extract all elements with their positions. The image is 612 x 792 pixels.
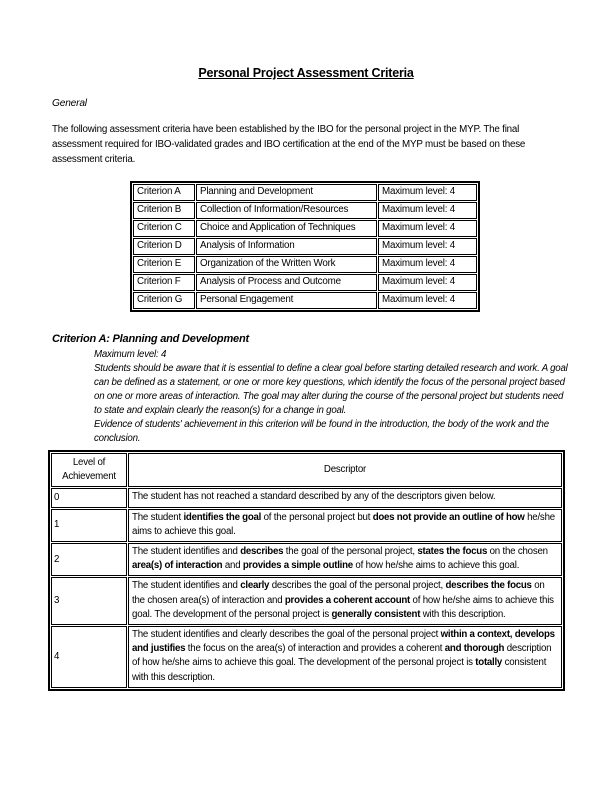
descriptor-text: on the chosen area(s) of interaction and: [132, 580, 545, 606]
criterion-name-cell: Collection of Information/Resources: [196, 202, 377, 219]
rubric-level-cell: 1: [51, 509, 127, 542]
descriptor-text: The student has not reached a standard described by any of the descriptors given below.: [132, 491, 496, 503]
descriptor-text: the goal of the personal project,: [283, 546, 418, 558]
rubric-table-header: [51, 453, 562, 487]
criteria-row: [133, 256, 477, 273]
rubric-row: [51, 509, 562, 542]
rubric-row: [51, 626, 562, 688]
criterion-max-level-cell: Maximum level: 4: [378, 220, 477, 237]
criteria-row: [133, 220, 477, 237]
criterion-a-max-level: Maximum level: 4: [94, 349, 167, 360]
criterion-max-level-cell: Maximum level: 4: [378, 256, 477, 273]
descriptor-bold-text: describes: [240, 546, 284, 558]
descriptor-text: on the chosen: [487, 546, 548, 558]
rubric-level-cell: 2: [51, 543, 127, 576]
descriptor-text: of how he/she aims to achieve this goal. The development of the personal project is: [132, 594, 554, 620]
page-title: Personal Project Assessment Criteria: [198, 66, 414, 80]
rubric-descriptor-cell: [128, 577, 562, 625]
descriptor-text: and: [222, 560, 243, 572]
rubric-table: [48, 450, 565, 691]
criterion-name-cell: Organization of the Written Work: [196, 256, 377, 273]
criterion-name-cell: Planning and Development: [196, 184, 377, 201]
criterion-a-paragraph-2: Evidence of students' achievement in this criterion will be found in the introduction, the body of the work and the conclusion.: [94, 419, 549, 444]
criterion-name-cell: Choice and Application of Techniques: [196, 220, 377, 237]
rubric-level-cell: 4: [51, 626, 127, 688]
descriptor-text: he/she aims to achieve this goal.: [132, 511, 555, 537]
descriptor-bold-text: provides a coherent account: [284, 594, 411, 606]
descriptor-bold-text: states the focus: [417, 546, 488, 558]
criterion-max-level-cell: Maximum level: 4: [378, 274, 477, 291]
criterion-label-cell: Criterion G: [133, 292, 195, 309]
rubric-header-row: [51, 453, 562, 487]
rubric-descriptor-cell: [128, 543, 562, 576]
descriptor-text: the focus on the area(s) of interaction and provides a coherent: [185, 643, 445, 655]
descriptor-bold-text: generally consistent: [331, 608, 421, 620]
descriptor-text: The student identifies and clearly describes the goal of the personal project: [132, 629, 441, 641]
descriptor-bold-text: clearly: [240, 580, 270, 592]
descriptor-text: consistent with this description.: [132, 657, 547, 683]
rubric-row: [51, 488, 562, 507]
criteria-row: [133, 292, 477, 309]
criteria-row: [133, 274, 477, 291]
descriptor-bold-text: describes the focus: [445, 580, 532, 592]
criteria-summary-table: [130, 181, 480, 312]
criterion-label-cell: Criterion E: [133, 256, 195, 273]
criterion-a-paragraph-1: Students should be aware that it is essential to define a clear goal before starting detailed research and work. A goal can be defined as a statement, or one or more key questions, which identify the focus of the personal project based on one or more areas of interaction. The goal may alter during the course of the personal project but students need to state and explain clearly the reason(s) for a change in goal.: [94, 363, 568, 416]
criterion-label-cell: Criterion F: [133, 274, 195, 291]
descriptor-text: description of how he/she aims to achieve this goal. The development of the personal project is: [132, 643, 552, 669]
rubric-descriptor-cell: [128, 626, 562, 688]
rubric-row: [51, 577, 562, 625]
criterion-name-cell: Personal Engagement: [196, 292, 377, 309]
descriptor-bold-text: area(s) of interaction: [132, 560, 223, 572]
criterion-label-cell: Criterion B: [133, 202, 195, 219]
rubric-level-cell: 3: [51, 577, 127, 625]
rubric-descriptor-cell: [128, 488, 562, 507]
criteria-row: [133, 238, 477, 255]
descriptor-bold-text: and thorough: [444, 643, 505, 655]
criterion-label-cell: Criterion A: [133, 184, 195, 201]
rubric-header-level: Level of Achievement: [51, 453, 127, 487]
criterion-name-cell: Analysis of Process and Outcome: [196, 274, 377, 291]
criterion-max-level-cell: Maximum level: 4: [378, 292, 477, 309]
rubric-row: [51, 543, 562, 576]
criterion-max-level-cell: Maximum level: 4: [378, 184, 477, 201]
descriptor-bold-text: does not provide an outline of how: [372, 511, 525, 523]
descriptor-text: of how he/she aims to achieve this goal.: [352, 560, 520, 572]
section-heading-criterion-a: Criterion A: Planning and Development: [52, 333, 249, 345]
rubric-level-cell: 0: [51, 488, 127, 507]
criteria-row: [133, 184, 477, 201]
section-heading-general: General: [52, 98, 87, 109]
descriptor-text: of the personal project but: [261, 511, 373, 523]
criterion-max-level-cell: Maximum level: 4: [378, 202, 477, 219]
rubric-header-descriptor: Descriptor: [128, 453, 562, 487]
descriptor-bold-text: within a context,: [440, 629, 513, 641]
criterion-a-description-block: [94, 348, 568, 446]
rubric-descriptor-cell: [128, 509, 562, 542]
descriptor-text: The student: [132, 511, 184, 523]
criterion-label-cell: Criterion D: [133, 238, 195, 255]
criterion-name-cell: Analysis of Information: [196, 238, 377, 255]
criterion-label-cell: Criterion C: [133, 220, 195, 237]
criterion-max-level-cell: Maximum level: 4: [378, 238, 477, 255]
descriptor-text: The student identifies and: [132, 580, 241, 592]
rubric-table-body: [51, 488, 562, 687]
descriptor-bold-text: provides a simple outline: [242, 560, 353, 572]
descriptor-text: describes the goal of the personal project,: [269, 580, 446, 592]
intro-paragraph: The following assessment criteria have been established by the IBO for the personal project in the MYP. The final assessment required for IBO-validated grades and IBO certification at the end of the MYP must be based on these assessment criteria.: [52, 124, 526, 165]
descriptor-bold-text: develops and justifies: [132, 629, 555, 655]
criteria-summary-table-body: [133, 184, 477, 309]
criteria-row: [133, 202, 477, 219]
descriptor-text: with this description.: [420, 608, 506, 620]
descriptor-bold-text: totally: [475, 657, 503, 669]
descriptor-text: The student identifies and: [132, 546, 241, 558]
descriptor-bold-text: identifies the goal: [183, 511, 262, 523]
